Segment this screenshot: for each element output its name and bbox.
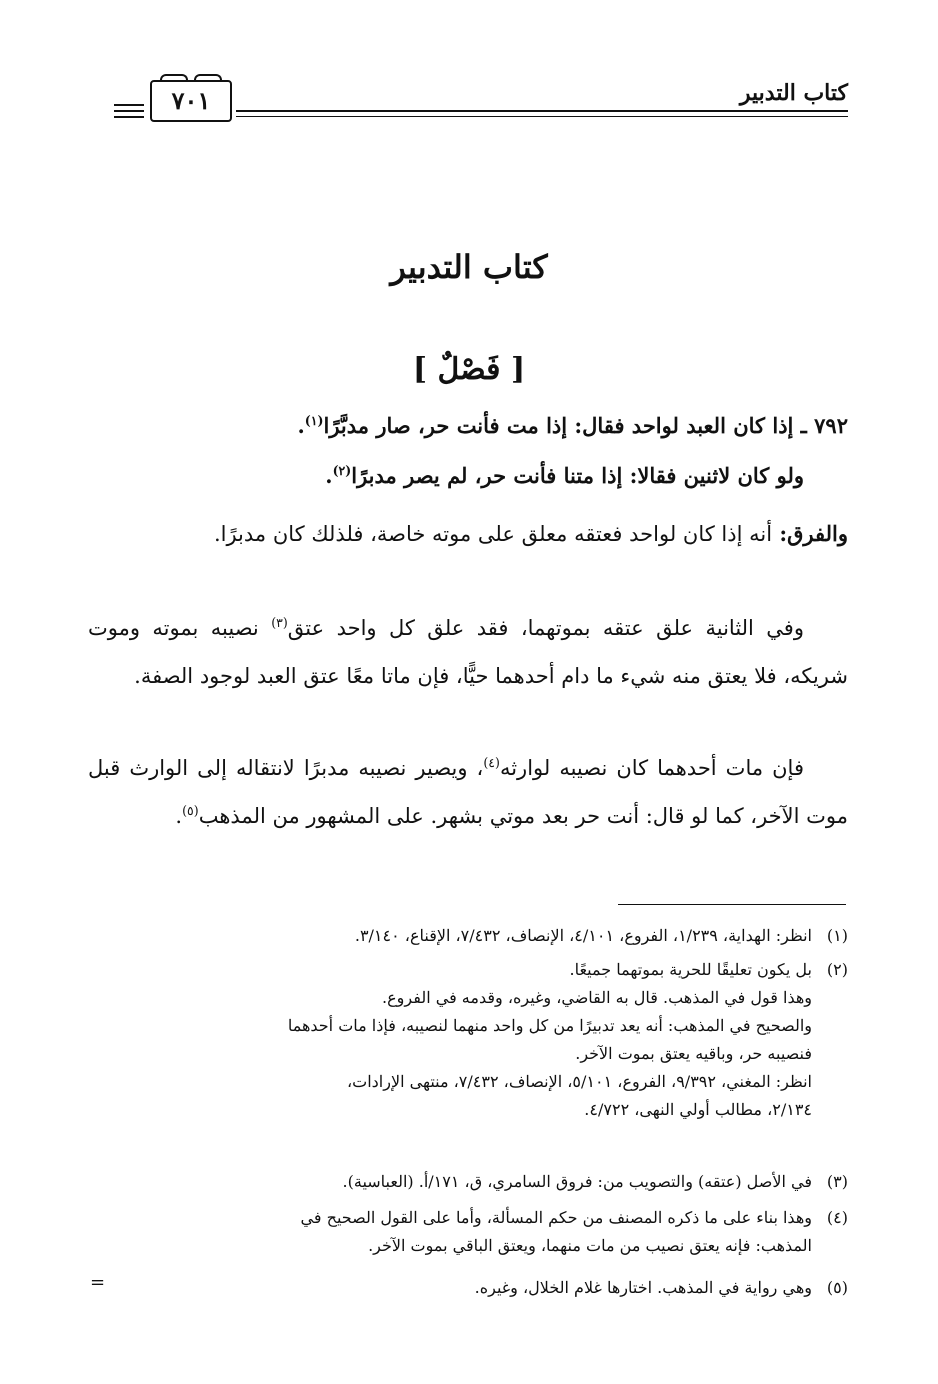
footnote-4 [108,1204,848,1260]
footnote-ref: (٣) [271,615,288,630]
header-ornament-line [114,104,144,106]
difference-label: والفرق: [772,521,848,546]
footnote-number: (٤) [826,1208,848,1227]
footnote-line: انظر: المغني، ٩/٣٩٢، الفروع، ٥/١٠١، الإنصاف، ٧/٤٣٢، منتهى الإرادات، [346,1072,812,1091]
footnote-number: (٣) [826,1172,848,1191]
footnote-line: ٢/١٣٤، مطالب أولي النهى، ٤/٧٢٢. [584,1100,812,1119]
footnote-line: انظر: الهداية، ١/٢٣٩، الفروع، ٤/١٠١، الإنصاف، ٧/٤٣٢، الإقناع، ٣/١٤٠. [354,926,812,945]
paragraph-second-case: وفي الثانية علق عتقه بموتهما، فقد علق كل واحد عتق$^{(٣)}$ نصيبه بموته وموت شريكه، فلا يعتق منه شيء ما دام أحدهما حيًّا، فإن ماتا معًا عتق العبد لوجود الصفة. [88,615,848,688]
header-ornament-line [114,116,144,118]
paragraph-text: إذا كان العبد لواحد فقال: إذا مت فأنت حر، صار مدبَّرًا [323,413,794,438]
paragraph-heir-case: فإن مات أحدهما كان نصيبه لوارثه$^{(٤)}$، ويصير نصيبه مدبرًا لانتقاله إلى الوارث قبل موت الآخر، كما لو قال: أنت حر بعد موتي بشهر. على المشهور من المذهب$^{(٥)}$. [88,755,848,828]
footnote-ref: (٢) [332,463,352,478]
footnote-line: المذهب: فإنه يعتق نصيب من مات منهما، ويعتق الباقي بموت الآخر. [368,1236,812,1255]
margin-mark: = [90,1272,106,1293]
footnote-ref: (٥) [182,803,199,818]
running-title: كتاب التدبير [739,80,848,106]
paragraph-difference [88,510,848,558]
issue-number: ٧٩٢ ـ [793,413,848,438]
footnote-line: في الأصل (عتقه) والتصويب من: فروق السامري، ق، ١٧١/أ. (العباسية). [342,1172,812,1191]
paragraph-792: ٧٩٢ ـ إذا كان العبد لواحد فقال: إذا مت فأنت حر، صار مدبَّرًا$^{(١)}$. [297,413,848,438]
paragraph-text: أنه إذا كان لواحد فعتقه معلق على موته خاصة، فلذلك كان مدبرًا. [213,522,773,546]
paragraph-text: ولو كان لاثنين فقالا: إذا متنا فأنت حر، لم يصر مدبرًا [351,463,804,488]
paragraph-two-owners: ولو كان لاثنين فقالا: إذا متنا فأنت حر، لم يصر مدبرًا$^{(٢)}$. [325,463,804,488]
footnote-line: وهذا بناء على ما ذكره المصنف من حكم المسألة، وأما على القول الصحيح في [300,1208,812,1227]
footnote-line: وهي رواية في المذهب. اختارها غلام الخلال، وغيره. [474,1278,812,1297]
footnote-number: (٢) [826,960,848,979]
header-ornament-line [114,110,144,112]
footnote-number: (١) [826,926,848,945]
chapter-title: كتاب التدبير [390,248,548,286]
footnote-2 [108,956,848,1124]
footnote-line: وهذا قول في المذهب. قال به القاضي، وغيره، وقدمه في الفروع. [382,988,812,1007]
footnote-1 [108,922,848,950]
page-number: ٧٠١ [150,80,232,122]
section-title: [ فَصْلٌ ] [412,352,526,387]
footnote-ref: (٤) [483,755,500,770]
footnote-line: فنصيبه حر، وباقيه يعتق بموت الآخر. [575,1044,812,1063]
footnote-line: بل يكون تعليقًا للحرية بموتهما جميعًا. [569,960,812,979]
footnote-separator [618,904,846,905]
header-rule [236,110,848,112]
footnote-line: والصحيح في المذهب: أنه يعد تدبيرًا من كل واحد منهما لنصيبه، فإذا مات أحدهما [287,1016,812,1035]
footnote-ref: (١) [304,413,324,428]
footnote-5 [108,1274,848,1302]
footnote-number: (٥) [826,1278,848,1297]
footnote-3 [108,1168,848,1196]
header-rule-thin [236,116,848,117]
